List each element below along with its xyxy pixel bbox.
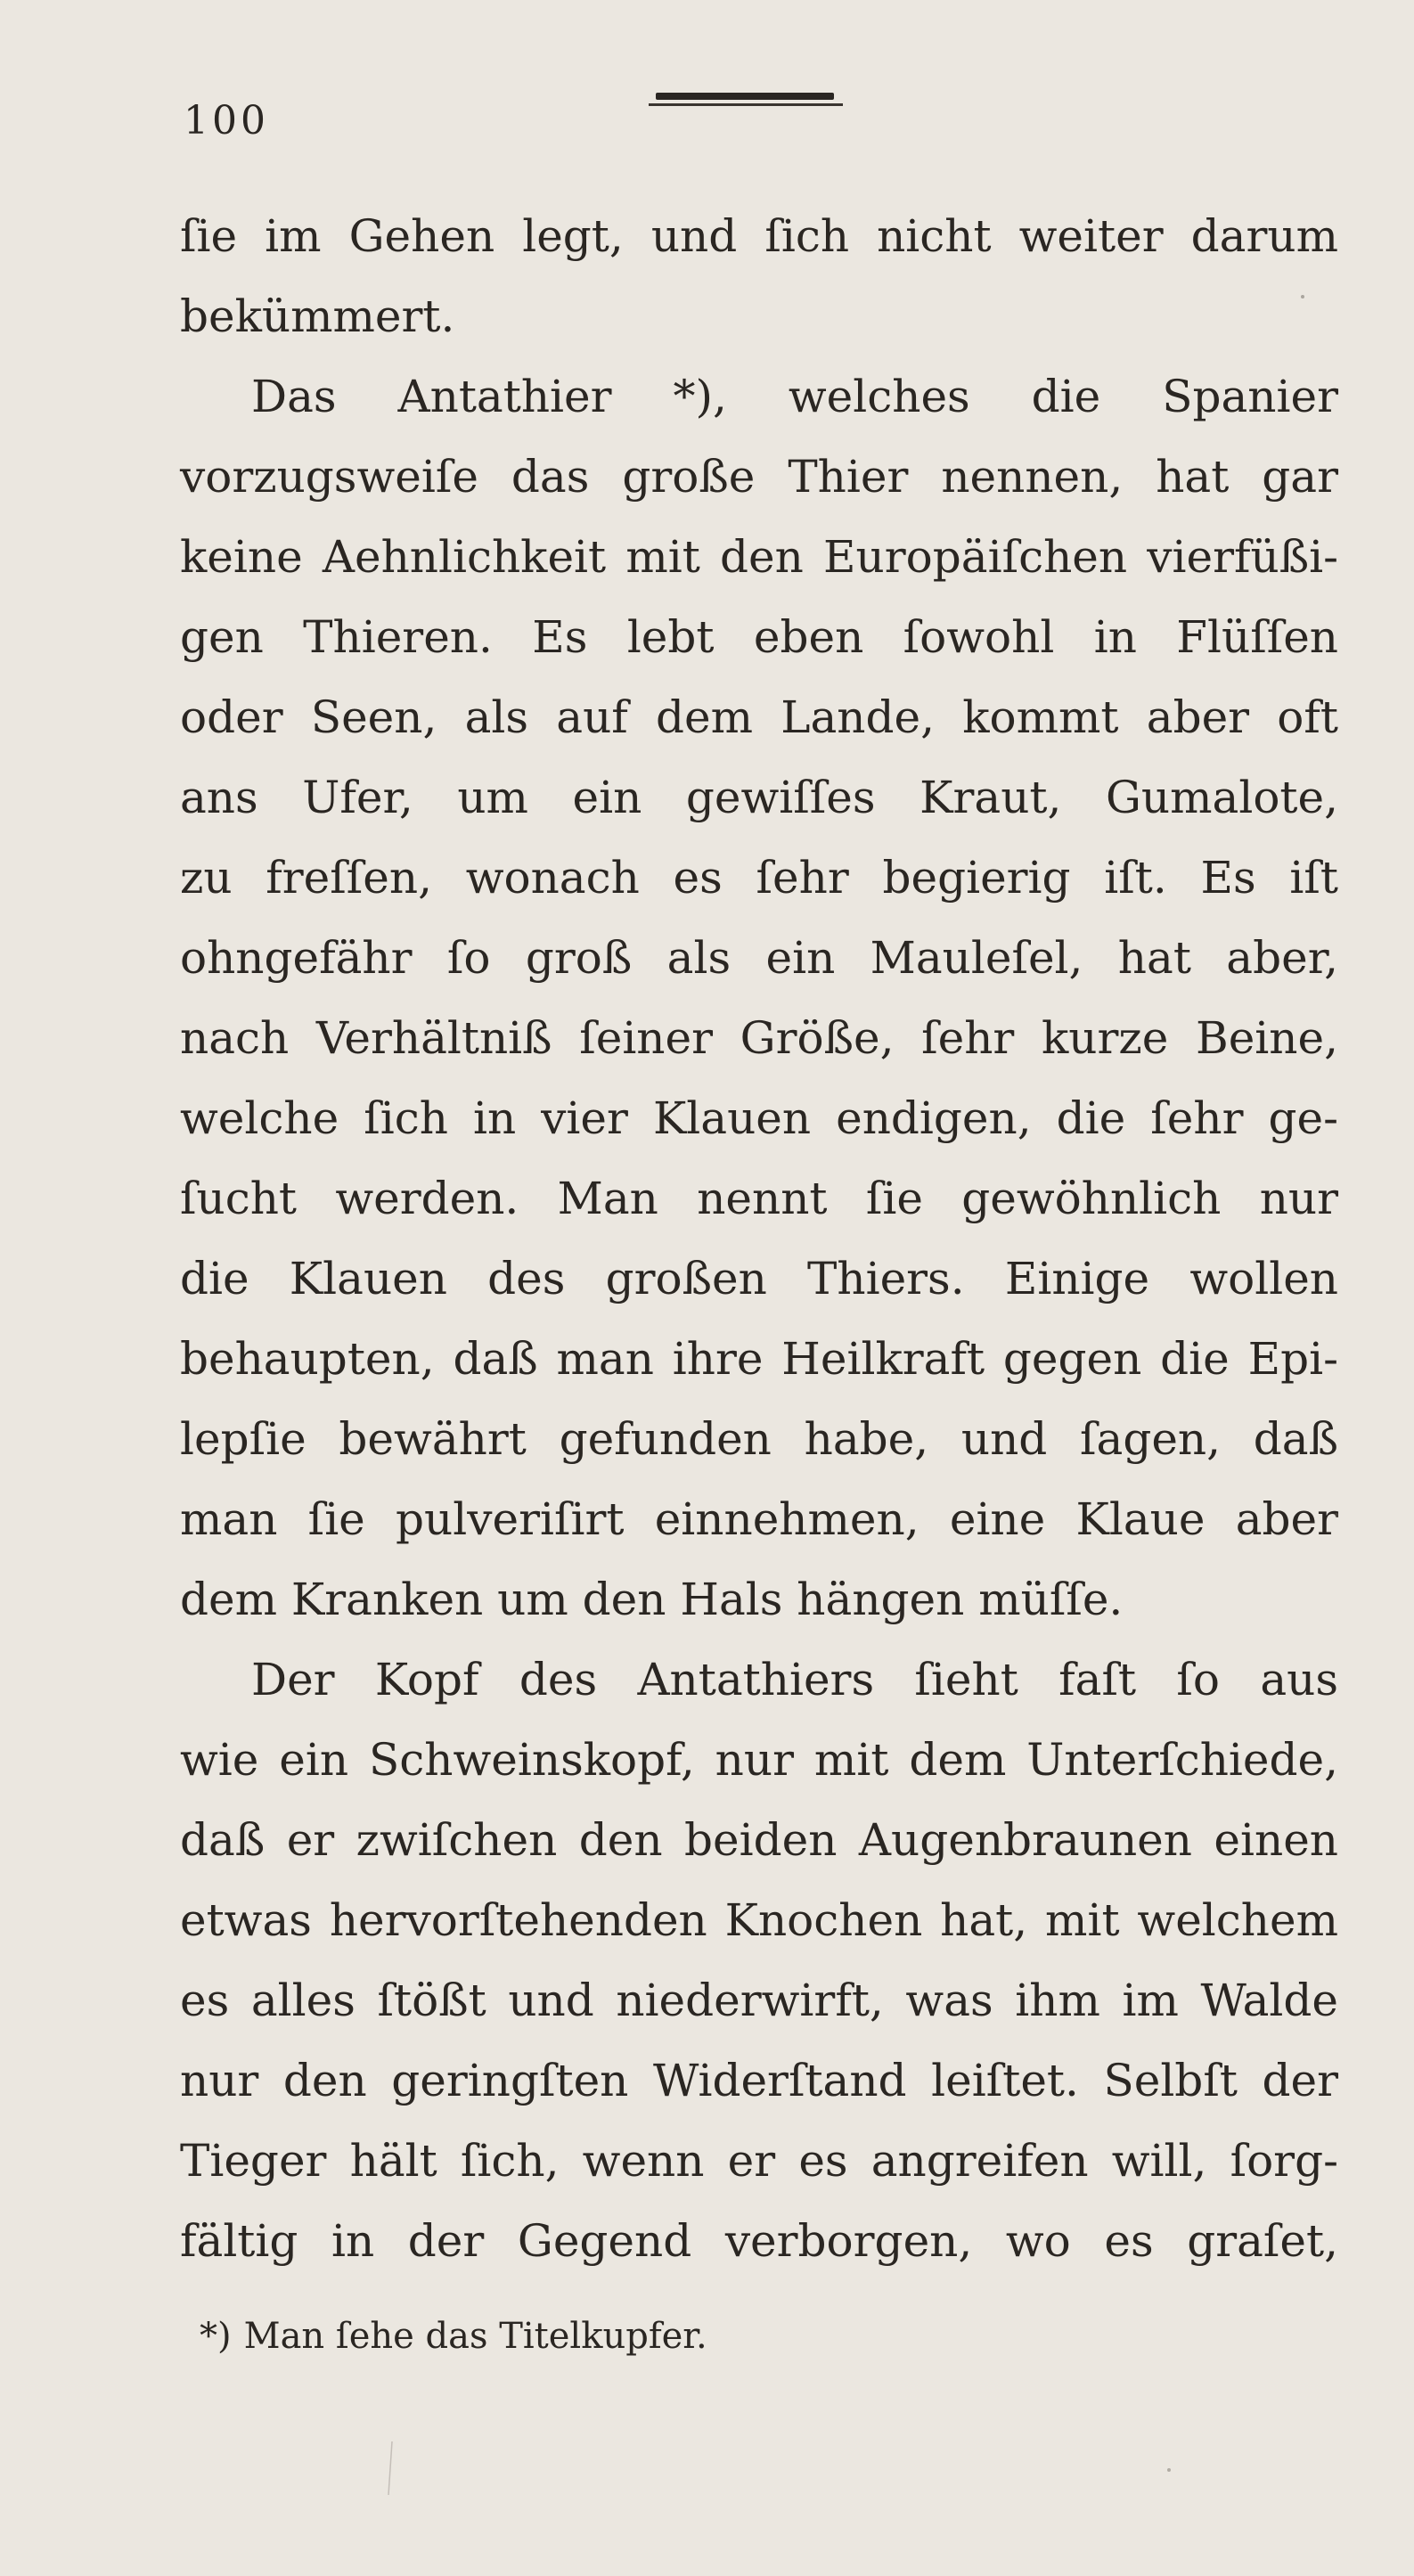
text-line: daß er zwiſchen den beiden Augenbraunen einen xyxy=(180,1814,1338,1866)
text-line: ſie im Gehen legt, und ſich nicht weiter darum xyxy=(180,210,1338,262)
text-line: Das Antathier *), welches die Spanier xyxy=(251,371,1338,422)
text-line: Der Kopf des Antathiers ſieht faſt ſo aus xyxy=(251,1654,1338,1705)
text-line: die Klauen des großen Thiers. Einige wollen xyxy=(180,1253,1338,1304)
header-ornament-rule xyxy=(649,93,843,109)
text-line: dem Kranken um den Hals hängen müſſe. xyxy=(180,1574,1124,1625)
page-number: 100 xyxy=(184,98,269,143)
ornament-thin-bar xyxy=(649,103,843,106)
text-line: ohngefähr ſo groß als ein Mauleſel, hat aber, xyxy=(180,932,1338,984)
text-line: wie ein Schweinskopf, nur mit dem Unterſchiede, xyxy=(180,1734,1338,1786)
footnote xyxy=(200,2310,707,2363)
text-line: fältig in der Gegend verborgen, wo es graſet, xyxy=(180,2215,1338,2267)
text-line: nach Verhältniß ſeiner Größe, ſehr kurze Beine, xyxy=(180,1012,1338,1064)
text-line: man ſie pulveriſirt einnehmen, eine Klaue aber xyxy=(180,1493,1338,1545)
text-line: Tieger hält ſich, wenn er es angreifen will, ſorg- xyxy=(180,2135,1338,2187)
text-line: vorzugsweiſe das große Thier nennen, hat gar xyxy=(180,451,1338,503)
text-line: oder Seen, als auf dem Lande, kommt aber oft xyxy=(180,691,1338,743)
text-line: nur den geringſten Widerſtand leiſtet. Selbſt der xyxy=(180,2055,1338,2106)
text-line: zu freſſen, wonach es ſehr begierig iſt. Es iſt xyxy=(180,852,1338,904)
footnote-marker: *) xyxy=(200,2316,232,2357)
text-line: etwas hervorſtehenden Knochen hat, mit welchem xyxy=(180,1894,1338,1946)
text-line: gen Thieren. Es lebt eben ſowohl in Flüſſen xyxy=(180,611,1338,663)
text-line: ſucht werden. Man nennt ſie gewöhnlich nur xyxy=(180,1173,1338,1224)
body-text xyxy=(180,196,1338,2281)
text-line: es alles ſtößt und niederwirft, was ihm im Walde xyxy=(180,1975,1338,2026)
ornament-thick-bar xyxy=(656,93,834,100)
footnote-text: Man ſehe das Titelkupfer. xyxy=(243,2316,707,2357)
text-line: welche ſich in vier Klauen endigen, die ſehr ge- xyxy=(180,1092,1338,1144)
text-line: bekümmert. xyxy=(180,290,455,342)
text-line: keine Aehnlichkeit mit den Europäiſchen vierfüßi- xyxy=(180,531,1338,583)
text-line: lepſie bewährt gefunden habe, und ſagen, daß xyxy=(180,1413,1338,1465)
text-line: behaupten, daß man ihre Heilkraft gegen die Epi- xyxy=(180,1333,1338,1385)
text-line: ans Ufer, um ein gewiſſes Kraut, Gumalote, xyxy=(180,772,1338,823)
